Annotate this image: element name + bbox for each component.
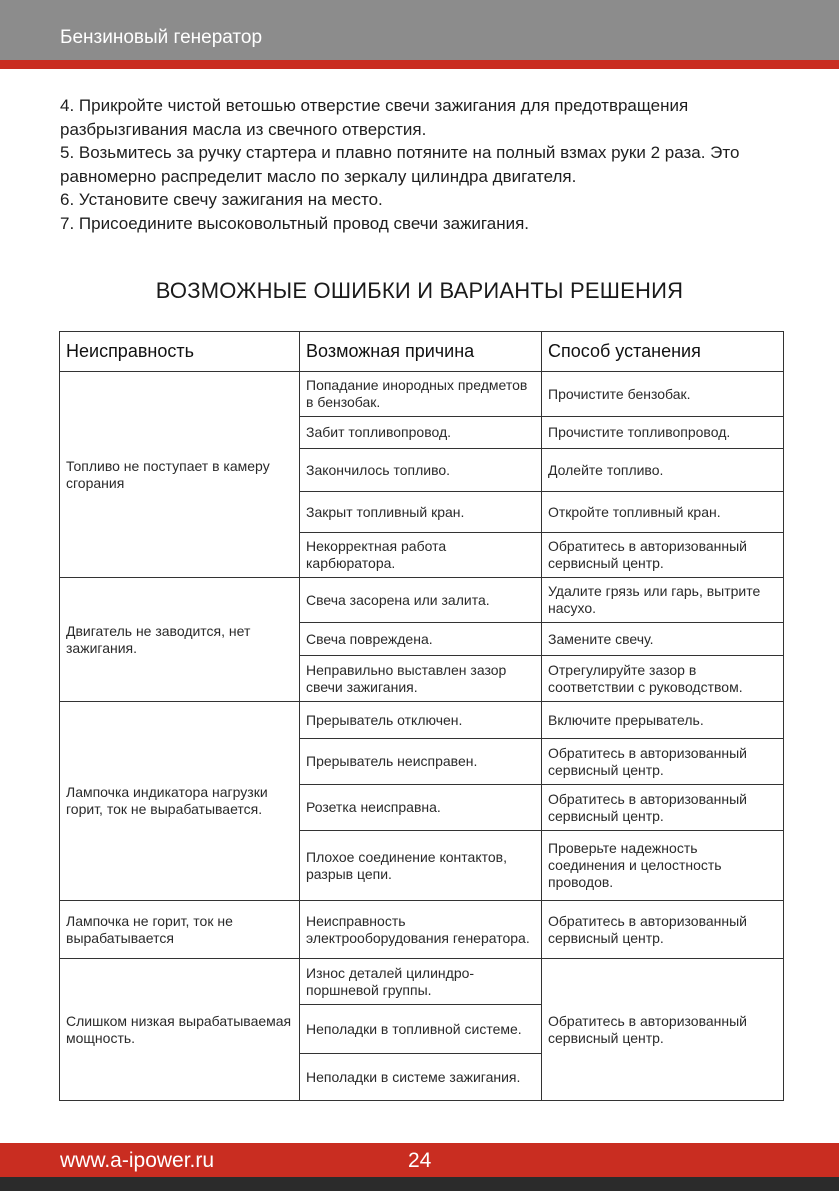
footer-url: www.a-ipower.ru <box>60 1149 215 1172</box>
fix-cell: Включите прерыватель. <box>542 702 784 739</box>
intro-step: 6. Установите свечу зажигания на место. <box>60 190 383 209</box>
column-header-cause: Возможная причина <box>300 332 542 372</box>
cause-cell: Неполадки в топливной системе. <box>300 1005 542 1054</box>
cause-cell: Свеча засорена или залита. <box>300 578 542 623</box>
fault-cell: Слишком низкая вырабатываемая мощность. <box>60 959 300 1101</box>
fix-cell: Обратитесь в авторизованный сервисный центр. <box>542 739 784 785</box>
intro-step: 7. Присоедините высоковольтный провод свечи зажигания. <box>60 213 530 233</box>
intro-step: 5. Возьмитесь за ручку стартера и плавно потяните на полный взмах руки 2 раза. Это равномерно распределит масло по зеркалу цилиндра двигателя. <box>60 143 740 186</box>
cause-cell: Неисправность электрооборудования генератора. <box>300 901 542 959</box>
fix-cell: Проверьте надежность соединения и целостность проводов. <box>542 831 784 901</box>
fault-cell: Двигатель не заводится, нет зажигания. <box>60 578 300 702</box>
page-number: 24 <box>408 1149 432 1172</box>
troubleshooting-table <box>59 331 784 1101</box>
fix-cell: Откройте топливный кран. <box>542 492 784 533</box>
column-header-fault: Неисправность <box>60 332 300 372</box>
table-row <box>60 901 784 959</box>
cause-cell: Прерыватель неисправен. <box>300 739 542 785</box>
cause-cell: Износ деталей цилиндро-поршневой группы. <box>300 959 542 1005</box>
intro-steps <box>60 94 780 235</box>
fault-cell: Лампочка индикатора нагрузки горит, ток не вырабатывается. <box>60 702 300 901</box>
cause-cell: Свеча повреждена. <box>300 623 542 656</box>
fix-cell: Обратитесь в авторизованный сервисный центр. <box>542 959 784 1101</box>
header-title: Бензиновый генератор <box>60 27 263 48</box>
fix-cell: Отрегулируйте зазор в соответствии с руководством. <box>542 656 784 702</box>
cause-cell: Некорректная работа карбюратора. <box>300 533 542 578</box>
fix-cell: Прочистите топливопровод. <box>542 417 784 449</box>
column-header-fix: Способ устанения <box>542 332 784 372</box>
fix-cell: Обратитесь в авторизованный сервисный центр. <box>542 533 784 578</box>
fix-cell: Прочистите бензобак. <box>542 372 784 417</box>
table-header-row <box>60 332 784 372</box>
fault-cell: Лампочка не горит, ток не вырабатывается <box>60 901 300 959</box>
cause-cell: Попадание инородных предметов в бензобак. <box>300 372 542 417</box>
footer-bottom-band <box>0 1177 839 1191</box>
fix-cell: Обратитесь в авторизованный сервисный центр. <box>542 785 784 831</box>
cause-cell: Неполадки в системе зажигания. <box>300 1054 542 1101</box>
cause-cell: Прерыватель отключен. <box>300 702 542 739</box>
table-row <box>60 372 784 417</box>
cause-cell: Неправильно выставлен зазор свечи зажигания. <box>300 656 542 702</box>
cause-cell: Плохое соединение контактов, разрыв цепи. <box>300 831 542 901</box>
fix-cell: Обратитесь в авторизованный сервисный центр. <box>542 901 784 959</box>
fix-cell: Удалите грязь или гарь, вытрите насухо. <box>542 578 784 623</box>
table-body <box>60 372 784 1101</box>
header-accent-stripe <box>0 60 839 69</box>
cause-cell: Забит топливопровод. <box>300 417 542 449</box>
fix-cell: Долейте топливо. <box>542 449 784 492</box>
table-row <box>60 959 784 1005</box>
section-title: ВОЗМОЖНЫЕ ОШИБКИ И ВАРИАНТЫ РЕШЕНИЯ <box>155 278 684 303</box>
fault-cell: Топливо не поступает в камеру сгорания <box>60 372 300 578</box>
cause-cell: Розетка неисправна. <box>300 785 542 831</box>
table-row <box>60 578 784 623</box>
table-row <box>60 702 784 739</box>
cause-cell: Закончилось топливо. <box>300 449 542 492</box>
cause-cell: Закрыт топливный кран. <box>300 492 542 533</box>
fix-cell: Замените свечу. <box>542 623 784 656</box>
intro-step: 4. Прикройте чистой ветошью отверстие свечи зажигания для предотвращения разбрызгивания масла из свечного отверстия. <box>60 96 689 139</box>
